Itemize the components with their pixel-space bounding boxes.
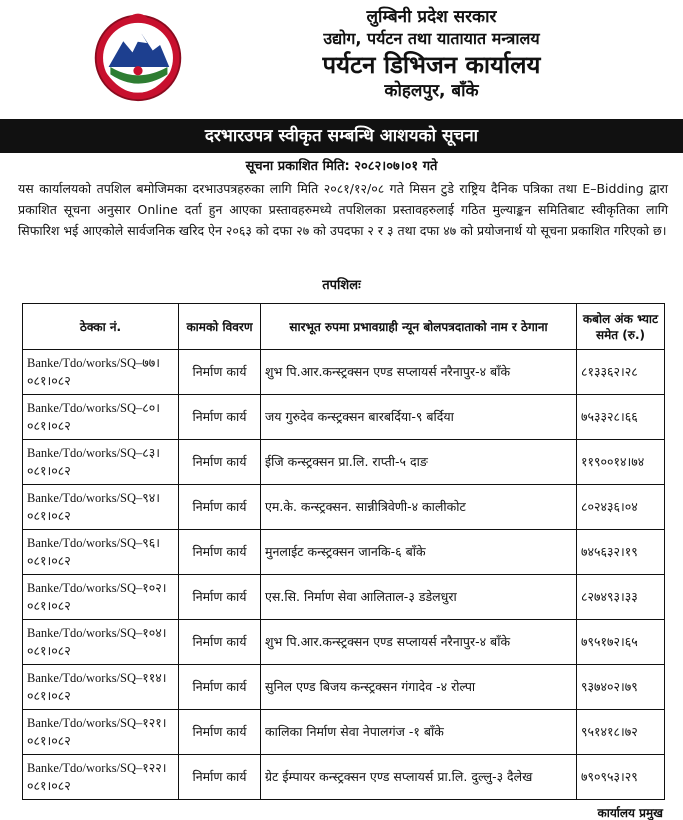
bid-amount: ८०२४३६।०४ (577, 485, 665, 530)
table-row (23, 755, 665, 800)
contract-number: Banke/Tdo/works/SQ–७७।०८१।०८२ (23, 350, 179, 395)
bidder-name: सुनिल एण्ड बिजय कन्स्ट्रक्सन गंगादेव -४ रोल्पा (261, 665, 577, 710)
ministry-name: उद्योग, पर्यटन तथा यातायात मन्त्रालय (323, 29, 540, 48)
office-heading (190, 6, 673, 102)
work-type: निर्माण कार्य (179, 350, 261, 395)
bidder-name: कालिका निर्माण सेवा नेपालगंज -१ बाँके (261, 710, 577, 755)
table-row (23, 485, 665, 530)
contract-number: Banke/Tdo/works/SQ–१०४।०८१।०८२ (23, 620, 179, 665)
bid-amount: ११९००१४।७४ (577, 440, 665, 485)
bid-amount: ८२७४९३।३३ (577, 575, 665, 620)
bid-amount: ७९५१७२।६५ (577, 620, 665, 665)
contract-number: Banke/Tdo/works/SQ–१२२।०८१।०८२ (23, 755, 179, 800)
table-row (23, 665, 665, 710)
contract-number: Banke/Tdo/works/SQ–८०।०८१।०८२ (23, 395, 179, 440)
work-type: निर्माण कार्य (179, 530, 261, 575)
header-bidder: सारभूत रुपमा प्रभावग्राही न्यून बोलपत्रदाताको नाम र ठेगाना (261, 304, 577, 350)
table-row (23, 440, 665, 485)
office-address: कोहलपुर, बाँके (384, 81, 479, 101)
table-row (23, 620, 665, 665)
contract-number: Banke/Tdo/works/SQ–१०२।०८१।०८२ (23, 575, 179, 620)
bidder-name: एम.के. कन्स्ट्रक्सन. सान्नीत्रिवेणी-४ कालीकोट (261, 485, 577, 530)
bid-amount: ८१३३६२।२८ (577, 350, 665, 395)
bidder-name: ईजि कन्स्ट्रक्सन प्रा.लि. राप्ती-५ दाङ (261, 440, 577, 485)
contract-number: Banke/Tdo/works/SQ–८३।०८१।०८२ (23, 440, 179, 485)
bidder-name: शुभ पि.आर.कन्स्ट्रक्सन एण्ड सप्लायर्स नरैनापुर-४ बाँके (261, 350, 577, 395)
table-header-row (23, 304, 665, 350)
contracts-table (22, 303, 665, 800)
work-type: निर्माण कार्य (179, 710, 261, 755)
contract-number: Banke/Tdo/works/SQ–९६।०८१।०८२ (23, 530, 179, 575)
notice-body: यस कार्यालयको तपशिल बमोजिमका दरभाउपत्रहरुका लागि मिति २०८१/१२/०८ गते मिसन टुडे राष्ट्रिय दैनिक पत्रिका तथा E–Bidding द्वारा प्रकाशित सूचना अनुसार Online दर्ता हुन आएका प्रस्तावहरुमध्ये तपशिलका प्रस्तावहरुलाई गठित मुल्याङ्कन समितिबाट स्वीकृतिका लागि सिफारिश भई आएकोले सार्वजनिक खरिद ऐन २०६३ को दफा २७ को उपदफा २ र ३ तथा दफा ४७ को प्रयोजनार्थ यो सूचना प्रकाशित गरिएको छ। (18, 181, 668, 238)
work-type: निर्माण कार्य (179, 755, 261, 800)
contract-number: Banke/Tdo/works/SQ–११४।०८१।०८२ (23, 665, 179, 710)
bidder-name: ग्रेट ईम्पायर कन्स्ट्रक्सन एण्ड सप्लायर्स प्रा.लि. दुल्लु-३ दैलेख (261, 755, 577, 800)
table-row (23, 350, 665, 395)
table-title: तपशिलः (322, 278, 361, 293)
bidder-name: मुनलाईट कन्स्ट्रक्सन जानकि-६ बाँके (261, 530, 577, 575)
notice-title-banner: दरभारउपत्र स्वीकृत सम्बन्धि आशयको सूचना (0, 119, 683, 153)
signature-block: कार्यालय प्रमुख (597, 806, 663, 820)
work-type: निर्माण कार्य (179, 620, 261, 665)
work-type: निर्माण कार्य (179, 665, 261, 710)
table-row (23, 395, 665, 440)
contract-number: Banke/Tdo/works/SQ–९४।०८१।०८२ (23, 485, 179, 530)
table-row (23, 530, 665, 575)
bid-amount: ७५३३२८।६६ (577, 395, 665, 440)
header-amount: कबोल अंक भ्याट समेत (रु.) (577, 304, 665, 350)
nepal-coat-of-arms-icon (92, 10, 184, 102)
work-type: निर्माण कार्य (179, 395, 261, 440)
work-type: निर्माण कार्य (179, 485, 261, 530)
bidder-name: जय गुरुदेव कन्स्ट्रक्सन बारबर्दिया-९ बर्दिया (261, 395, 577, 440)
work-type: निर्माण कार्य (179, 575, 261, 620)
table-row (23, 575, 665, 620)
header-contract-no: ठेक्का नं. (23, 304, 179, 350)
header-work-type: कामको विवरण (179, 304, 261, 350)
publish-date: सूचना प्रकाशित मिति: २०८२।०७।०१ गते (245, 159, 438, 174)
table-row (23, 710, 665, 755)
province-government: लुम्बिनी प्रदेश सरकार (366, 7, 497, 27)
bid-amount: ९३७४०२।७९ (577, 665, 665, 710)
bid-amount: ९५१४१८।७२ (577, 710, 665, 755)
bid-amount: ७४५६३२।१९ (577, 530, 665, 575)
work-type: निर्माण कार्य (179, 440, 261, 485)
contract-number: Banke/Tdo/works/SQ–१२१।०८१।०८२ (23, 710, 179, 755)
letterhead (0, 0, 683, 117)
bidder-name: एस.सि. निर्माण सेवा आलिताल-३ डडेलधुरा (261, 575, 577, 620)
bid-amount: ७९०९५३।२९ (577, 755, 665, 800)
office-name: पर्यटन डिभिजन कार्यालय (322, 51, 541, 79)
bidder-name: शुभ पि.आर.कन्स्ट्रक्सन एण्ड सप्लायर्स नरैनापुर-४ बाँके (261, 620, 577, 665)
